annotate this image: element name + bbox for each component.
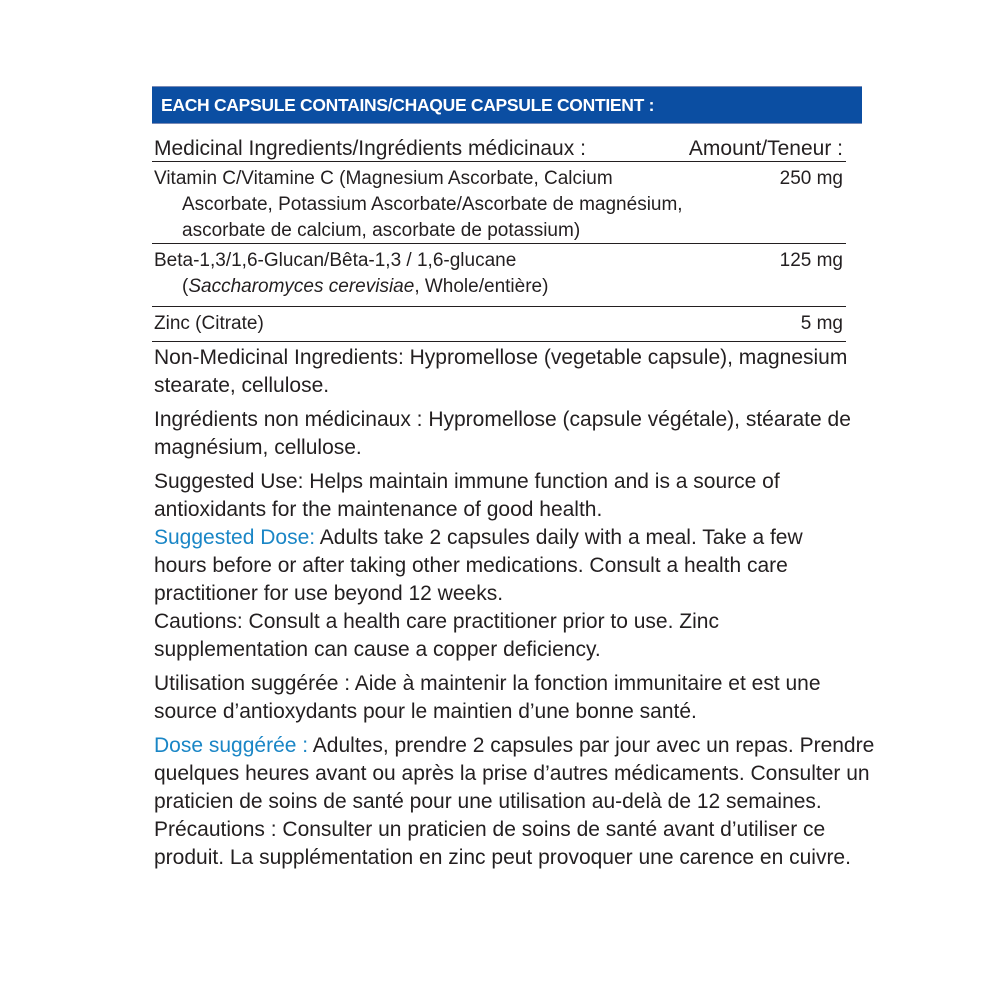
medicinal-ingredients-heading: Medicinal Ingredients/Ingrédients médicinaux : bbox=[154, 137, 586, 160]
section-label: Cautions: bbox=[154, 610, 243, 633]
ingredient-amount: 5 mg bbox=[800, 313, 843, 334]
ingredient-name: Beta-1,3/1,6-Glucan/Bêta-1,3 / 1,6-glucane (Saccharomyces cerevisiae, Whole/entière) bbox=[154, 250, 549, 297]
non-medicinal-ingredients-fr: Ingrédients non médicinaux : Hypromellose (capsule végétale), stéarate de magnésium, cellulose. bbox=[154, 408, 851, 459]
species-name: Saccharomyces cerevisiae bbox=[188, 276, 415, 297]
cautions-fr: Précautions : Consulter un praticien de soins de santé avant d’utiliser ce produit. La supplémentation en zinc peut provoquer une carence en cuivre. bbox=[154, 818, 851, 869]
capsule-contents-header bbox=[152, 86, 862, 124]
suggested-dose-en: Suggested Dose: Adults take 2 capsules daily with a meal. Take a few hours before or after taking other medications. Consult a health care practitioner for use beyond 12 weeks. bbox=[154, 526, 803, 605]
suggested-use-fr: Utilisation suggérée : Aide à maintenir la fonction immunitaire et est une source d’antioxydants pour le maintien d’une bonne santé. bbox=[154, 672, 821, 723]
section-label: Suggested Dose: bbox=[154, 526, 316, 549]
ingredient-row-zinc bbox=[152, 307, 846, 342]
section-label: Ingrédients non médicinaux : bbox=[154, 408, 423, 431]
ingredient-amount: 250 mg bbox=[779, 168, 843, 189]
ingredient-name: Vitamin C/Vitamine C (Magnesium Ascorbate, Calcium Ascorbate, Potassium Ascorbate/Ascorbate de magnésium, ascorbate de calcium, ascorbate de potassium) bbox=[154, 168, 683, 241]
suggested-use-en: Suggested Use: Helps maintain immune function and is a source of antioxidants for the maintenance of good health. bbox=[154, 470, 780, 521]
ingredient-row-vitamin-c bbox=[152, 162, 846, 244]
section-label: Utilisation suggérée : bbox=[154, 672, 351, 695]
suggested-dose-fr: Dose suggérée : Adultes, prendre 2 capsules par jour avec un repas. Prendre quelques heures avant ou après la prise d’autres médicaments. Consulter un praticien de soins de santé pour une utilisation au-delà de 12 semaines. bbox=[154, 734, 875, 813]
section-label: Précautions : bbox=[154, 818, 277, 841]
ingredients-table-header bbox=[152, 124, 846, 162]
section-label: Dose suggérée : bbox=[154, 734, 309, 757]
supplement-facts-panel bbox=[152, 86, 875, 872]
non-medicinal-ingredients-en: Non-Medicinal Ingredients: Hypromellose (vegetable capsule), magnesium stearate, cellulose. bbox=[154, 346, 848, 397]
section-label: Non-Medicinal Ingredients: bbox=[154, 346, 404, 369]
ingredient-row-beta-glucan bbox=[152, 244, 846, 307]
section-label: Suggested Use: bbox=[154, 470, 304, 493]
ingredients-table bbox=[152, 124, 846, 342]
amount-heading: Amount/Teneur : bbox=[688, 137, 843, 160]
capsule-contents-title: EACH CAPSULE CONTAINS/CHAQUE CAPSULE CONTIENT : bbox=[161, 94, 655, 115]
ingredient-name: Zinc (Citrate) bbox=[154, 313, 264, 334]
cautions-en: Cautions: Consult a health care practitioner prior to use. Zinc supplementation can cause a copper deficiency. bbox=[154, 610, 719, 661]
ingredient-amount: 125 mg bbox=[779, 250, 843, 271]
